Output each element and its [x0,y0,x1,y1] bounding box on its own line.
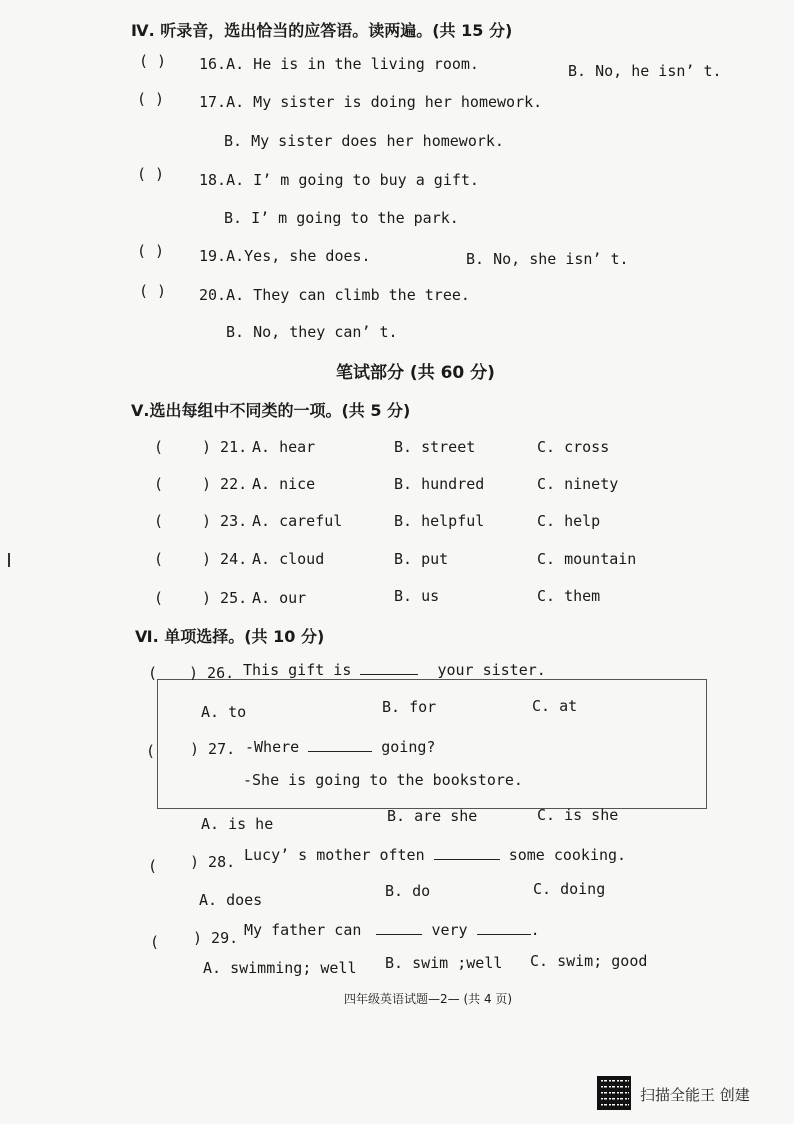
q26-option-a: A. to [201,703,247,721]
q29-stem-mid: very [431,921,468,939]
answer-paren-19: ( ) [137,242,165,260]
q22-option-a: A. nice [252,475,316,493]
q25-number: ) 25. [202,589,248,607]
q29-option-c: C. swim; good [530,952,648,970]
page-footer: 四年级英语试题—2— (共 4 页) [344,992,513,1006]
q29-option-a: A. swimming; well [203,959,357,977]
q29-option-b: B. swim ;well [385,954,503,972]
q27-stem-end: going? [381,738,436,756]
q23-option-a: A. careful [252,512,343,530]
q16-option-a: 16.A. He is in the living room. [199,55,479,73]
answer-paren-open: ( [154,550,164,568]
q26-stem [243,661,546,679]
q17-option-a: 17.A. My sister is doing her homework. [199,93,543,111]
answer-paren-open: ( [154,589,164,607]
q16-option-b: B. No, he isn’ t. [568,62,722,80]
q24-number: ) 24. [202,550,248,568]
q27-option-c: C. is she [537,806,619,824]
q22-number: ) 22. [202,475,248,493]
q24-option-a: A. cloud [252,550,325,568]
q18-option-b: B. I’ m going to the park. [224,209,459,227]
q22-option-b: B. hundred [394,475,485,493]
q28-option-b: B. do [385,882,431,900]
answer-paren-open: ( [154,475,164,493]
q27-blank[interactable] [308,751,372,752]
q22-option-c: C. ninety [537,475,619,493]
qr-code-icon [597,1076,631,1110]
section4-title: Ⅳ. 听录音，选出恰当的应答语。读两遍。(共 15 分) [131,21,513,40]
q29-stem-start: My father can [244,921,362,939]
answer-paren-open: ( [154,438,164,456]
answer-paren-open: ( [154,512,164,530]
answer-paren-open: ( [148,664,158,682]
q25-option-c: C. them [537,587,601,605]
q29-blank-1[interactable] [376,934,422,935]
q28-number: ) 28. [190,853,236,871]
q27-option-a: A. is he [201,815,274,833]
q23-option-c: C. help [537,512,601,530]
q26-option-b: B. for [382,698,437,716]
q28-stem-start: Lucy’ s mother often [244,846,425,864]
q29-stem [244,921,540,939]
q27-stem-start: -Where [245,738,300,756]
q23-option-b: B. helpful [394,512,485,530]
q26-stem-start: This gift is [243,661,352,679]
page-edge-mark [8,553,14,567]
q20-option-a: 20.A. They can climb the tree. [199,286,470,304]
q25-option-a: A. our [252,589,307,607]
answer-paren-20: ( ) [139,282,167,300]
answer-paren-open: ( [150,933,160,951]
answer-paren-16: ( ) [139,52,167,70]
q27-stem [245,738,435,756]
q25-option-b: B. us [394,587,440,605]
q29-blank-2[interactable] [477,934,531,935]
q28-stem [244,846,626,864]
q29-stem-end: . [530,921,540,939]
answer-paren-open: ( [146,742,156,760]
q23-number: ) 23. [202,512,248,530]
scanner-watermark: 扫描全能王 创建 [640,1086,750,1104]
answer-paren-17: ( ) [137,90,165,108]
q21-option-b: B. street [394,438,476,456]
q19-option-b: B. No, she isn’ t. [466,250,629,268]
answer-paren-open: ( [148,857,158,875]
q26-blank[interactable] [360,674,418,675]
q27-number: ) 27. [190,740,236,758]
section6-title: Ⅵ. 单项选择。(共 10 分) [135,627,325,646]
answer-paren-18: ( ) [137,165,165,183]
q28-stem-end: some cooking. [508,846,627,864]
q17-option-b: B. My sister does her homework. [224,132,504,150]
q26-number: ) 26. [189,664,235,682]
q28-blank[interactable] [434,859,500,860]
section5-title: Ⅴ.选出每组中不同类的一项。(共 5 分) [131,401,411,420]
q27-option-b: B. are she [387,807,478,825]
written-section-title: 笔试部分 (共 60 分) [336,363,495,383]
q21-number: ) 21. [202,438,248,456]
q21-option-a: A. hear [252,438,316,456]
q18-option-a: 18.A. I’ m going to buy a gift. [199,171,479,189]
q26-stem-end: your sister. [437,661,546,679]
q24-option-c: C. mountain [537,550,637,568]
q27-reply: -She is going to the bookstore. [243,771,523,789]
q19-option-a: 19.A.Yes, she does. [199,247,371,265]
q28-option-a: A. does [199,891,263,909]
q29-number: ) 29. [193,929,239,947]
q26-option-c: C. at [532,697,578,715]
q28-option-c: C. doing [533,880,606,898]
q20-option-b: B. No, they can’ t. [226,323,398,341]
q24-option-b: B. put [394,550,449,568]
q21-option-c: C. cross [537,438,610,456]
